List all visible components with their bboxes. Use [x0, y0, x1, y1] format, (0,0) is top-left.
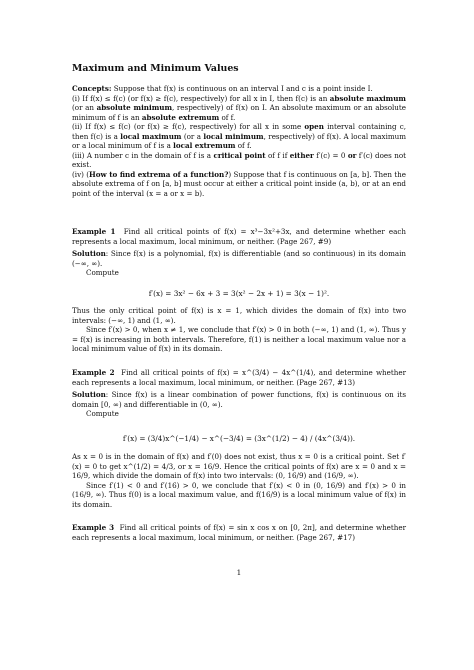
term-absolute-maximum: absolute maximum — [329, 93, 406, 103]
concept-iii — [72, 151, 406, 170]
concept-iv — [72, 170, 406, 199]
example-2-question: Find all critical points of f(x) = x^(3/4) − 4x^(1/4), and determine whether each represents a local maximum, local minimum, or neither. (Page 267, #13) — [72, 368, 406, 387]
example-2-solution — [72, 390, 406, 409]
term-absolute-extremum: absolute extremum — [141, 112, 220, 122]
concept-iii-text-c: f′(c) = 0 — [313, 150, 348, 160]
example-1-solution — [72, 249, 406, 268]
concept-ii-text-a: (ii) If f(x) ≤ f(c) (or f(x) ≥ f(c), respectively) for all x in some — [72, 122, 305, 131]
example-2-solution-text: : Since f(x) is a linear combination of power functions, f(x) is continuous on its domain [0, ∞) and differentiable in (0, ∞). — [72, 390, 406, 409]
concept-ii-text-b: interval containing c, then f(c) is a — [72, 122, 406, 141]
example-1-section — [72, 227, 406, 278]
example-2-critical-points: As x = 0 is in the domain of f(x) and f′(0) does not exist, thus x = 0 is a critical point. Set f′(x) = 0 to get x^(1/2) = 4/3, or x = 16/9. Hence the critical points of f(x) are x = 0 and x = 16/9, which divide the domain of f(x) into two intervals: (0, 16/9) and (16/9, ∞). — [72, 452, 406, 480]
concept-i-text-d: of f. — [219, 112, 236, 122]
example-3-question: Find all critical points of f(x) = sin x cos x on [0, 2π], and determine whether each represents a local maximum, local minimum, or neither. (Page 267, #17) — [72, 523, 407, 542]
example-2-solution-label: Solution — [72, 390, 106, 399]
term-critical-point: critical point — [213, 150, 266, 160]
example-1-compute: Compute — [86, 268, 119, 277]
concept-iv-text-b: ) Suppose that f is continuous on [a, b]. Then the absolute extrema of f on [a, b] must occur at either a critical point inside (a, b), or at an end point of the interval (x = a or x = b). — [72, 169, 406, 198]
concept-iii-text-a: (iii) A number c in the domain of f is a — [72, 150, 214, 160]
example-2-discussion — [72, 452, 406, 509]
example-2-compute: Compute — [86, 409, 119, 418]
concept-ii-text-c: (or a — [181, 131, 204, 141]
example-3-section — [72, 523, 406, 542]
example-1-discussion — [72, 306, 406, 354]
concept-i — [72, 94, 406, 123]
concept-iv-text-a: (iv) ( — [72, 169, 90, 179]
concept-ii-text-d: , respectively) of f(x). A local maximum or a local minimum of f is a — [72, 131, 407, 150]
document-page — [72, 0, 406, 670]
example-2-label: Example 2 — [72, 368, 115, 377]
term-local-maximum: local maximum — [120, 131, 182, 141]
term-or: or — [347, 150, 357, 160]
concept-iii-text-d: f′(c) does not exist. — [72, 150, 406, 169]
term-either: either — [289, 150, 314, 160]
example-1-question: Find all critical points of f(x) = x³−3x²+3x, and determine whether each represents a local maximum, local minimum, or neither. (Page 267, #9) — [72, 227, 406, 246]
example-1-conclusion: Since f′(x) > 0, when x ≠ 1, we conclude that f′(x) > 0 in both (−∞, 1) and (1, ∞). Thus y = f(x) is increasing in both intervals. Therefore, f(1) is neither a local maximum value nor a local minimum value of f(x) in its domain. — [72, 325, 406, 353]
concept-i-text-a: (i) If f(x) ≤ f(c) (or f(x) ≥ f(c), respectively) for all x in I, then f(c) is an — [72, 93, 330, 103]
example-1-label: Example 1 — [72, 227, 116, 236]
concept-iii-text-b: of f if — [265, 150, 290, 160]
example-2-section — [72, 368, 406, 419]
example-3-label: Example 3 — [72, 523, 115, 532]
concept-i-text-c: , respectively) of f(x) on I. An absolute maximum or an absolute minimum of f is an — [72, 103, 407, 122]
term-how-to-find-extrema: How to find extrema of a function? — [89, 169, 229, 179]
concept-i-text-b: (or an — [72, 103, 97, 112]
concepts-text: Suppose that f(x) is continuous on an interval I and c is a point inside I. — [113, 84, 373, 93]
example-2-equation: f′(x) = (3/4)x^(−1/4) − x^(−3/4) = (3x^(1/2) − 4) / (4x^(3/4)). — [122, 434, 356, 443]
example-3-prompt — [72, 523, 406, 542]
page-title: Maximum and Minimum Values — [72, 63, 239, 74]
concept-ii-text-e: of f. — [235, 141, 252, 150]
term-absolute-minimum: absolute minimum — [96, 103, 173, 112]
concept-ii — [72, 122, 406, 151]
term-local-minimum: local minimum — [203, 131, 264, 141]
example-2-prompt — [72, 368, 406, 387]
example-1-solution-label: Solution — [72, 249, 106, 258]
example-1-solution-text: : Since f(x) is a polynomial, f(x) is differentiable (and so continuous) in its domain (−∞, ∞). — [72, 249, 406, 268]
term-open: open — [304, 122, 324, 131]
concepts-lead: Concepts: — [72, 84, 112, 93]
page-number: 1 — [236, 568, 242, 577]
concepts-section — [72, 84, 406, 198]
example-2-conclusion: Since f′(1) < 0 and f′(16) > 0, we conclude that f′(x) < 0 in (0, 16/9) and f′(x) > 0 in (16/9, ∞). Thus f(0) is a local maximum value, and f(16/9) is a local minimum value of f(x) in its domain. — [72, 480, 406, 509]
example-1-prompt — [72, 227, 406, 246]
term-local-extremum: local extremum — [173, 141, 236, 150]
example-1-critical-points: Thus the only critical point of f(x) is x = 1, which divides the domain of f(x) into two intervals: (−∞, 1) and (1, ∞). — [72, 306, 406, 325]
example-1-equation: f′(x) = 3x² − 6x + 3 = 3(x² − 2x + 1) = 3(x − 1)². — [148, 289, 330, 298]
concepts-intro — [72, 84, 406, 94]
